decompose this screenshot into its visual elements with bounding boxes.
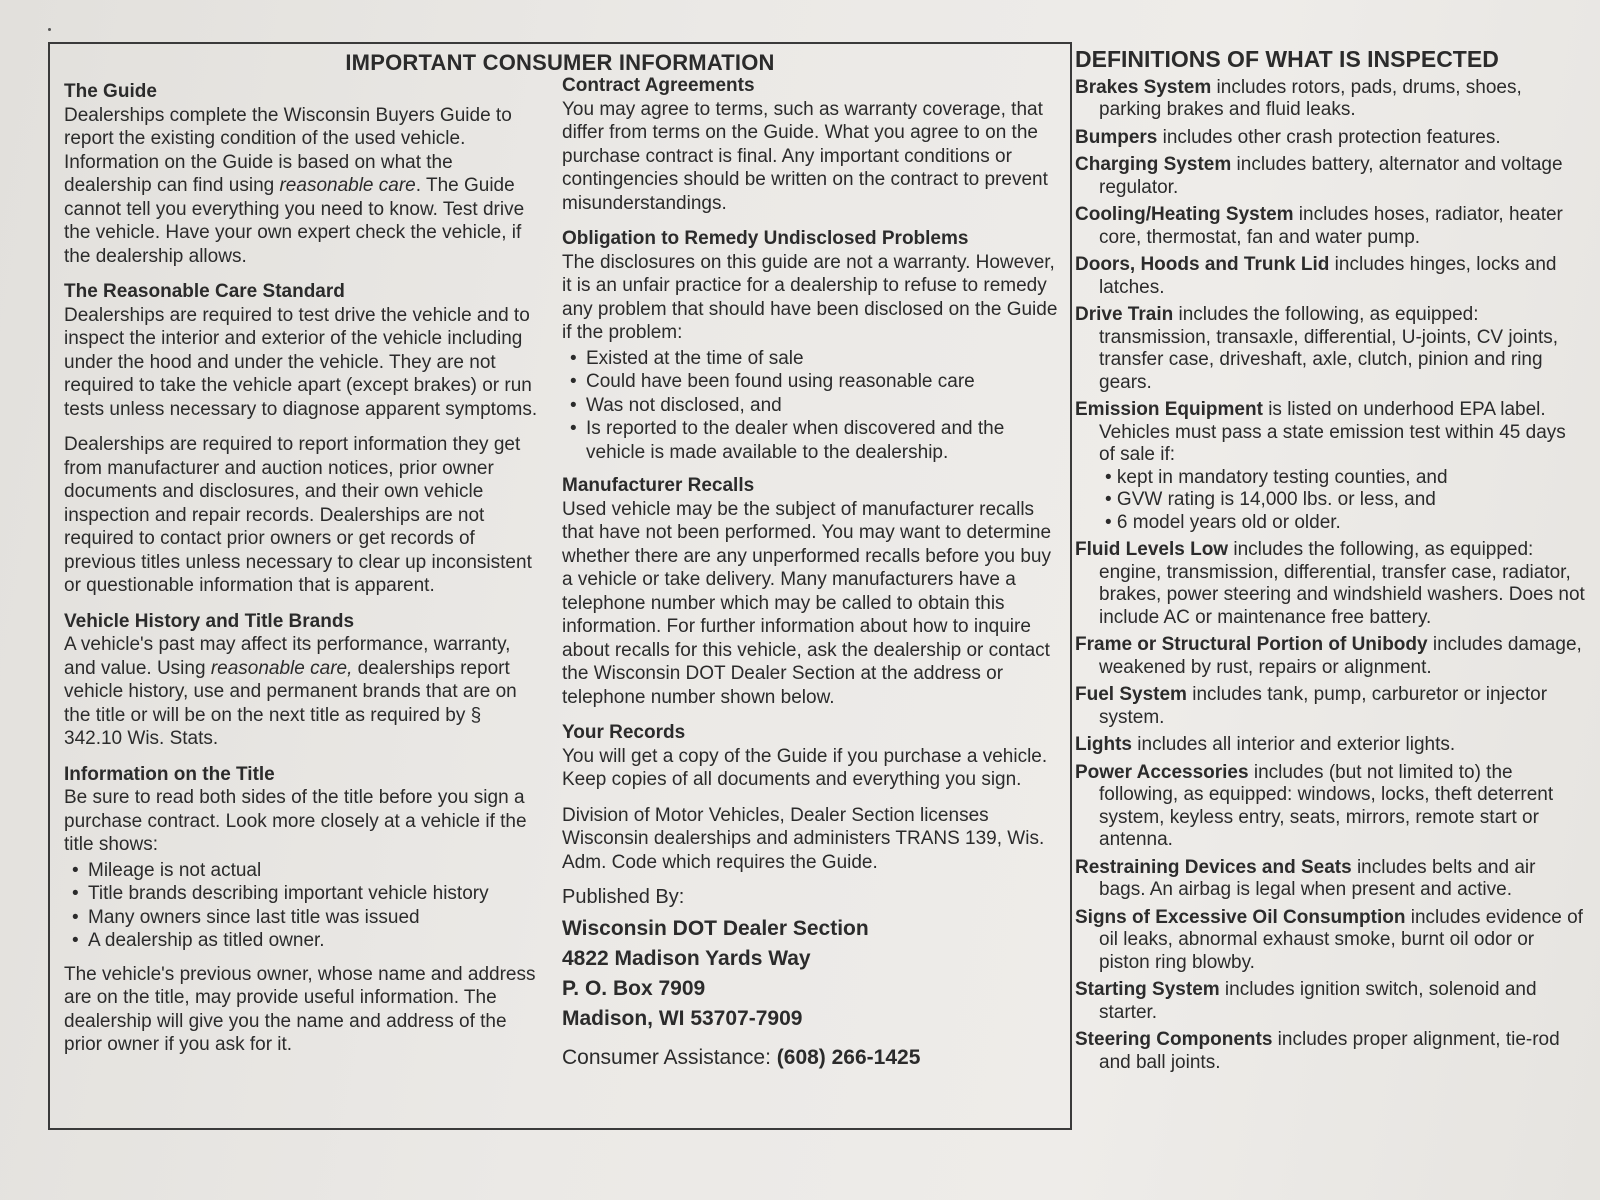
publisher-street: 4822 Madison Yards Way [562,946,811,970]
publisher-city: Madison, WI 53707-7909 [562,1006,803,1030]
definition-term: Emission Equipment [1075,399,1263,420]
definition-desc: includes hinges, locks and latches. [1099,254,1557,298]
definition-desc: includes the following, as equipped: engine, transmission, differential, transfer case, radiator, brakes, power steering and windshield washers. Does not include AC or maintenance free battery. [1099,539,1585,628]
title-info-heading: Information on the Title [64,763,275,785]
definition-desc: includes all interior and exterior lights. [1132,734,1456,755]
contract-heading: Contract Agreements [562,75,755,96]
publisher-block [562,886,1058,1069]
records-p1: You will get a copy of the Guide if you purchase a vehicle. Keep copies of all documents and everything you sign. [562,745,1048,790]
definitions-list [1075,77,1585,1075]
title-info-outro: The vehicle's previous owner, whose name and address are on the title, may provide useful information. The dealership will give you the name and address of the prior owner if you ask for it. [64,963,536,1055]
definition-desc: includes proper alignment, tie-rod and ball joints. [1099,1029,1560,1073]
contract-text: You may agree to terms, such as warranty coverage, that differ from terms on the Guide. What you agree to on the purchase contract is final. Any important conditions or contingencies should be written on the contract to prevent misunderstandings. [562,98,1048,214]
definition-desc: includes (but not limited to) the following, as equipped: windows, locks, theft deterrent system, keyless entry, seats, mirrors, remote start or antenna. [1099,761,1554,850]
definition-desc: includes ignition switch, solenoid and starter. [1099,979,1537,1023]
assistance-phone: (608) 266-1425 [776,1045,921,1069]
definitions-panel [1075,48,1585,1079]
obligation-heading: Obligation to Remedy Undisclosed Problems [562,228,969,249]
list-item: • Mileage is not actual [88,859,542,883]
definition-item [1075,304,1585,394]
definition-term: Signs of Excessive Oil Consumption [1075,906,1406,928]
definition-desc: includes hoses, radiator, heater core, thermostat, fan and water pump. [1099,204,1563,248]
definition-item [1075,77,1585,122]
section-reasonable-care [64,280,542,598]
definition-term: Starting System [1075,979,1220,1000]
definition-desc: is listed on underhood EPA label. Vehicles must pass a state emission test within 45 days of sale if: [1099,399,1566,465]
definition-item [1075,204,1585,249]
definition-desc: includes the following, as equipped: transmission, transaxle, differential, U-joints, CV joints, transfer case, driveshaft, axle, clutch, pinion and ring gears. [1099,304,1558,393]
section-history [64,610,542,751]
definition-item [1075,127,1585,150]
reasonable-care-heading: The Reasonable Care Standard [64,281,345,302]
definition-term: Fluid Levels Low [1075,539,1229,560]
title-info-intro: Be sure to read both sides of the title before you sign a purchase contract. Look more closely at a vehicle if the title shows: [64,787,527,855]
guide-text: Dealerships complete the Wisconsin Buyers Guide to report the existing condition of the used vehicle. Information on the Guide is based on what the dealership can find using reasonable care. The Guide cannot tell you everything you need to know. Test drive the vehicle. Have your own expert check the vehicle, if the dealership allows. [64,104,525,267]
definition-term: Doors, Hoods and Trunk Lid [1075,254,1330,275]
title-info-list [64,859,542,953]
definition-term: Lights [1075,734,1132,755]
publisher-po-box: P. O. Box 7909 [562,976,706,1000]
reasonable-care-p1: Dealerships are required to test drive the vehicle and to inspect the interior and exterior of the vehicle including under the hood and under the vehicle. They are not required to take the vehicle apart (except brakes) or run tests unless necessary to diagnose apparent symptoms. [64,304,538,420]
history-text: A vehicle's past may affect its performance, warranty, and value. Using reasonable care, dealerships report vehicle history, use and permanent brands that are on the title or will be on the next title as required by § 342.10 Wis. Stats. [64,634,517,749]
list-item: • Existed at the time of sale [586,347,1058,371]
list-item: • Many owners since last title was issued [88,906,542,930]
definition-term: Power Accessories [1075,761,1249,783]
definition-desc: includes damage, weakened by rust, repairs or alignment. [1099,634,1582,678]
definition-desc: includes belts and air bags. An airbag is legal when present and active. [1099,856,1536,900]
definition-item [1075,979,1585,1024]
records-p2: Division of Motor Vehicles, Dealer Section licenses Wisconsin dealerships and administers TRANS 139, Wis. Adm. Code which requires the Guide. [562,804,1045,873]
definition-item [1075,539,1585,629]
left-column [64,80,542,1069]
section-title-info [64,763,542,1057]
section-records [562,721,1058,874]
reasonable-care-p2: Dealerships are required to report information they get from manufacturer and auction notices, prior owner documents and disclosures, and their own vehicle inspection and repair records. Dealerships are not required to contact prior owners or get records of previous titles unless necessary to clear up inconsistent or questionable information that is apparent. [64,434,532,596]
recalls-heading: Manufacturer Recalls [562,475,755,496]
publisher-name: Wisconsin DOT Dealer Section [562,916,869,940]
right-column [562,74,1058,1069]
definition-desc: includes other crash protection features. [1157,126,1501,148]
consumer-info-box [48,42,1072,1130]
definition-term: Brakes System [1075,76,1212,98]
definition-item [1075,857,1585,902]
definition-item [1075,154,1585,199]
section-obligation [562,227,1058,464]
definition-desc: includes evidence of oil leaks, abnormal exhaust smoke, burnt oil odor or piston ring blowby. [1099,906,1583,973]
list-item: • Could have been found using reasonable care [586,370,1058,394]
definition-item [1075,634,1585,679]
list-item: • A dealership as titled owner. [88,929,542,953]
guide-heading: The Guide [64,81,157,102]
definition-item [1075,734,1585,757]
box-title: IMPORTANT CONSUMER INFORMATION [345,50,775,75]
definition-term: Restraining Devices and Seats [1075,856,1352,878]
definition-bullet: • GVW rating is 14,000 lbs. or less, and [1105,489,1436,510]
definition-item [1075,762,1585,852]
definition-term: Fuel System [1075,684,1187,705]
section-recalls [562,474,1058,709]
consumer-assistance: Consumer Assistance: (608) 266-1425 [562,1045,921,1069]
published-by-label: Published By: [562,886,685,908]
definition-term: Drive Train [1075,304,1174,325]
definition-item [1075,399,1585,534]
section-contract [562,74,1058,215]
definition-desc: includes battery, alternator and voltage regulator. [1099,154,1563,198]
records-heading: Your Records [562,722,686,743]
definition-term: Bumpers [1075,126,1158,148]
list-item: • Is reported to the dealer when discovered and the vehicle is made available to the dealership. [586,417,1058,464]
definition-item [1075,907,1585,975]
obligation-list [562,347,1058,465]
definition-term: Cooling/Heating System [1075,204,1294,225]
definitions-title: DEFINITIONS OF WHAT IS INSPECTED [1075,46,1499,72]
list-item: • Title brands describing important vehicle history [88,882,542,906]
definition-desc: includes tank, pump, carburetor or injector system. [1099,684,1548,728]
definition-item [1075,1029,1585,1074]
definition-item [1075,684,1585,729]
list-item: • Was not disclosed, and [586,394,1058,418]
definition-desc: includes rotors, pads, drums, shoes, parking brakes and fluid leaks. [1099,76,1522,120]
definition-term: Frame or Structural Portion of Unibody [1075,634,1428,655]
speck-dot [48,28,51,31]
definition-bullet: • kept in mandatory testing counties, and [1105,466,1448,488]
definition-item [1075,254,1585,299]
obligation-intro: The disclosures on this guide are not a warranty. However, it is an unfair practice for a dealership to refuse to remedy any problem that should have been disclosed on the Guide if the problem: [562,251,1058,343]
section-guide [64,80,542,268]
definition-bullet: • 6 model years old or older. [1105,511,1341,533]
recalls-text: Used vehicle may be the subject of manufacturer recalls that have not been performed. You may want to determine whether there are any unperformed recalls before you buy a vehicle or take delivery. Many manufacturers have a telephone number which may be called to obtain this information. For further information about how to inquire about recalls for this vehicle, ask the dealership or contact the Wisconsin DOT Dealer Section at the address or telephone number shown below. [562,498,1052,708]
definition-term: Steering Components [1075,1029,1273,1050]
history-heading: Vehicle History and Title Brands [64,610,355,632]
definition-term: Charging System [1075,154,1232,175]
